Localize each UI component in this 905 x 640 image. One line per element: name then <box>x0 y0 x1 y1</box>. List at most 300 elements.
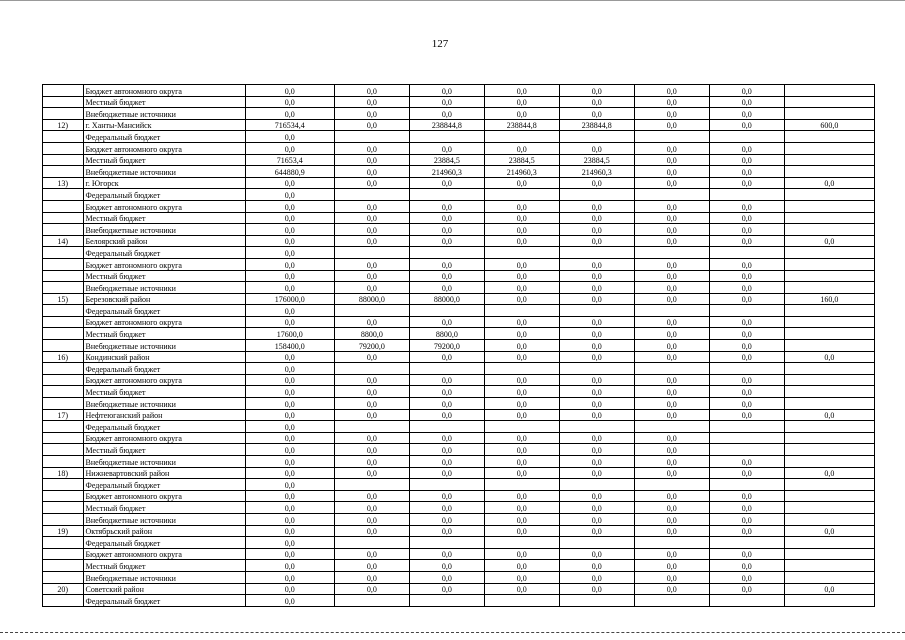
value-cell: 0,0 <box>245 386 334 398</box>
value-cell <box>484 363 559 375</box>
row-number-cell <box>43 108 84 120</box>
value-cell <box>409 421 484 433</box>
value-cell: 0,0 <box>409 258 484 270</box>
extra-value-cell <box>784 513 874 525</box>
table-row <box>43 305 875 317</box>
row-name-cell: Федеральный бюджет <box>83 247 245 259</box>
value-cell: 0,0 <box>245 96 334 108</box>
table-row <box>43 386 875 398</box>
value-cell: 238844,8 <box>484 119 559 131</box>
value-cell: 0,0 <box>634 85 709 97</box>
value-cell: 0,0 <box>484 224 559 236</box>
value-cell: 0,0 <box>334 548 409 560</box>
value-cell: 0,0 <box>484 316 559 328</box>
value-cell: 0,0 <box>245 374 334 386</box>
value-cell: 0,0 <box>634 200 709 212</box>
value-cell: 0,0 <box>245 282 334 294</box>
table-row <box>43 96 875 108</box>
row-number-cell <box>43 548 84 560</box>
value-cell: 0,0 <box>634 560 709 572</box>
value-cell: 0,0 <box>484 525 559 537</box>
row-name-cell: Бюджет автономного округа <box>83 85 245 97</box>
value-cell: 176000,0 <box>245 293 334 305</box>
value-cell: 0,0 <box>559 502 634 514</box>
value-cell <box>484 189 559 201</box>
value-cell: 0,0 <box>245 258 334 270</box>
value-cell <box>634 363 709 375</box>
value-cell: 0,0 <box>334 142 409 154</box>
value-cell: 0,0 <box>559 409 634 421</box>
value-cell <box>484 595 559 607</box>
row-name-cell: Федеральный бюджет <box>83 131 245 143</box>
row-name-cell: г. Ханты-Мансийск <box>83 119 245 131</box>
value-cell <box>634 479 709 491</box>
top-scan-edge <box>0 0 905 1</box>
value-cell: 0,0 <box>245 467 334 479</box>
value-cell: 0,0 <box>634 571 709 583</box>
extra-value-cell <box>784 305 874 317</box>
value-cell: 0,0 <box>709 525 784 537</box>
value-cell: 0,0 <box>484 328 559 340</box>
value-cell: 0,0 <box>559 456 634 468</box>
row-name-cell: Внебюджетные источники <box>83 340 245 352</box>
value-cell <box>634 595 709 607</box>
row-name-cell: Внебюджетные источники <box>83 456 245 468</box>
value-cell: 0,0 <box>709 560 784 572</box>
row-name-cell: Внебюджетные источники <box>83 108 245 120</box>
extra-value-cell <box>784 398 874 410</box>
value-cell: 0,0 <box>484 583 559 595</box>
extra-value-cell <box>784 96 874 108</box>
value-cell: 0,0 <box>245 398 334 410</box>
value-cell: 0,0 <box>334 398 409 410</box>
table-row <box>43 456 875 468</box>
value-cell: 0,0 <box>409 525 484 537</box>
value-cell: 0,0 <box>634 108 709 120</box>
extra-value-cell <box>784 270 874 282</box>
value-cell: 0,0 <box>559 525 634 537</box>
row-name-cell: Бюджет автономного округа <box>83 200 245 212</box>
table-row <box>43 432 875 444</box>
table-row <box>43 282 875 294</box>
value-cell: 0,0 <box>245 583 334 595</box>
row-name-cell: Бюджет автономного округа <box>83 374 245 386</box>
value-cell <box>484 305 559 317</box>
row-number-cell <box>43 421 84 433</box>
value-cell: 214960,3 <box>559 166 634 178</box>
row-number-cell <box>43 316 84 328</box>
extra-value-cell <box>784 363 874 375</box>
value-cell <box>334 247 409 259</box>
value-cell: 0,0 <box>334 235 409 247</box>
table-row <box>43 502 875 514</box>
table-row <box>43 235 875 247</box>
extra-value-cell <box>784 200 874 212</box>
value-cell: 0,0 <box>484 351 559 363</box>
extra-value-cell <box>784 224 874 236</box>
value-cell: 0,0 <box>634 328 709 340</box>
value-cell: 0,0 <box>484 108 559 120</box>
value-cell <box>334 363 409 375</box>
table-row <box>43 142 875 154</box>
value-cell: 0,0 <box>334 351 409 363</box>
value-cell: 0,0 <box>559 513 634 525</box>
value-cell: 0,0 <box>245 270 334 282</box>
value-cell <box>634 131 709 143</box>
value-cell: 0,0 <box>484 456 559 468</box>
extra-value-cell <box>784 316 874 328</box>
row-name-cell: Местный бюджет <box>83 560 245 572</box>
row-name-cell: Березовский район <box>83 293 245 305</box>
value-cell: 0,0 <box>559 96 634 108</box>
value-cell: 0,0 <box>334 444 409 456</box>
page-number: 127 <box>431 38 449 50</box>
extra-value-cell: 0,0 <box>784 177 874 189</box>
table-row <box>43 316 875 328</box>
value-cell: 0,0 <box>484 398 559 410</box>
value-cell: 0,0 <box>559 351 634 363</box>
value-cell: 0,0 <box>334 432 409 444</box>
value-cell: 0,0 <box>484 548 559 560</box>
value-cell: 88000,0 <box>409 293 484 305</box>
value-cell: 0,0 <box>409 513 484 525</box>
value-cell <box>559 363 634 375</box>
value-cell: 23884,5 <box>409 154 484 166</box>
value-cell: 0,0 <box>334 316 409 328</box>
row-name-cell: г. Югорск <box>83 177 245 189</box>
value-cell <box>709 363 784 375</box>
table-row <box>43 409 875 421</box>
value-cell: 0,0 <box>245 432 334 444</box>
value-cell <box>484 421 559 433</box>
value-cell: 0,0 <box>245 444 334 456</box>
value-cell: 0,0 <box>634 467 709 479</box>
table-row <box>43 374 875 386</box>
row-name-cell: Федеральный бюджет <box>83 305 245 317</box>
table-row <box>43 595 875 607</box>
value-cell <box>634 189 709 201</box>
value-cell: 0,0 <box>334 166 409 178</box>
value-cell <box>709 432 784 444</box>
extra-value-cell <box>784 142 874 154</box>
value-cell: 0,0 <box>559 560 634 572</box>
value-cell <box>709 189 784 201</box>
value-cell: 0,0 <box>245 409 334 421</box>
value-cell: 0,0 <box>634 374 709 386</box>
row-name-cell: Федеральный бюджет <box>83 363 245 375</box>
value-cell: 0,0 <box>409 374 484 386</box>
value-cell: 0,0 <box>634 293 709 305</box>
value-cell: 0,0 <box>245 212 334 224</box>
row-name-cell: Местный бюджет <box>83 328 245 340</box>
value-cell: 0,0 <box>245 142 334 154</box>
table-row <box>43 537 875 549</box>
table-row <box>43 224 875 236</box>
row-number-cell <box>43 85 84 97</box>
table-row <box>43 513 875 525</box>
value-cell <box>334 189 409 201</box>
extra-value-cell <box>784 108 874 120</box>
value-cell: 0,0 <box>709 85 784 97</box>
value-cell: 0,0 <box>634 502 709 514</box>
row-number-cell <box>43 131 84 143</box>
extra-value-cell <box>784 502 874 514</box>
value-cell: 0,0 <box>409 85 484 97</box>
value-cell: 0,0 <box>484 177 559 189</box>
value-cell <box>559 247 634 259</box>
value-cell: 0,0 <box>709 490 784 502</box>
value-cell: 0,0 <box>334 583 409 595</box>
value-cell: 0,0 <box>245 224 334 236</box>
value-cell: 0,0 <box>245 177 334 189</box>
table-row <box>43 212 875 224</box>
value-cell: 0,0 <box>559 85 634 97</box>
value-cell <box>409 363 484 375</box>
row-number-cell <box>43 154 84 166</box>
value-cell: 23884,5 <box>559 154 634 166</box>
table-row <box>43 154 875 166</box>
row-number-cell: 12) <box>43 119 84 131</box>
row-name-cell: Бюджет автономного округа <box>83 432 245 444</box>
extra-value-cell <box>784 490 874 502</box>
value-cell: 0,0 <box>559 270 634 282</box>
value-cell: 0,0 <box>559 212 634 224</box>
value-cell <box>409 479 484 491</box>
value-cell: 0,0 <box>634 258 709 270</box>
extra-value-cell <box>784 189 874 201</box>
value-cell: 0,0 <box>409 571 484 583</box>
value-cell <box>709 305 784 317</box>
row-name-cell: Федеральный бюджет <box>83 595 245 607</box>
value-cell: 0,0 <box>634 432 709 444</box>
row-name-cell: Внебюджетные источники <box>83 398 245 410</box>
table-row <box>43 490 875 502</box>
value-cell: 0,0 <box>334 374 409 386</box>
value-cell: 0,0 <box>334 560 409 572</box>
value-cell: 0,0 <box>245 351 334 363</box>
value-cell: 0,0 <box>245 595 334 607</box>
table-row <box>43 258 875 270</box>
value-cell: 0,0 <box>484 432 559 444</box>
value-cell: 0,0 <box>709 316 784 328</box>
value-cell: 0,0 <box>484 235 559 247</box>
value-cell: 0,0 <box>634 409 709 421</box>
row-name-cell: Кондинский район <box>83 351 245 363</box>
extra-value-cell <box>784 571 874 583</box>
row-number-cell: 13) <box>43 177 84 189</box>
value-cell: 0,0 <box>559 444 634 456</box>
row-number-cell <box>43 166 84 178</box>
value-cell: 0,0 <box>409 560 484 572</box>
value-cell <box>559 537 634 549</box>
value-cell <box>559 479 634 491</box>
row-number-cell <box>43 513 84 525</box>
row-name-cell: Советский район <box>83 583 245 595</box>
extra-value-cell <box>784 328 874 340</box>
value-cell: 158400,0 <box>245 340 334 352</box>
value-cell: 0,0 <box>709 154 784 166</box>
value-cell <box>709 479 784 491</box>
extra-value-cell <box>784 374 874 386</box>
value-cell: 0,0 <box>709 513 784 525</box>
row-name-cell: Местный бюджет <box>83 154 245 166</box>
extra-value-cell: 0,0 <box>784 409 874 421</box>
value-cell: 0,0 <box>245 571 334 583</box>
value-cell: 0,0 <box>709 96 784 108</box>
value-cell: 0,0 <box>634 351 709 363</box>
value-cell: 0,0 <box>245 456 334 468</box>
value-cell <box>709 247 784 259</box>
row-name-cell: Нефтеюганский район <box>83 409 245 421</box>
value-cell: 0,0 <box>709 409 784 421</box>
value-cell: 0,0 <box>484 444 559 456</box>
row-number-cell <box>43 456 84 468</box>
value-cell: 0,0 <box>334 177 409 189</box>
value-cell: 716534,4 <box>245 119 334 131</box>
row-number-cell <box>43 490 84 502</box>
value-cell: 0,0 <box>709 340 784 352</box>
extra-value-cell <box>784 282 874 294</box>
value-cell: 0,0 <box>709 270 784 282</box>
value-cell: 0,0 <box>709 177 784 189</box>
value-cell: 0,0 <box>559 340 634 352</box>
value-cell: 0,0 <box>409 224 484 236</box>
value-cell <box>634 247 709 259</box>
value-cell: 0,0 <box>634 490 709 502</box>
table-row <box>43 560 875 572</box>
value-cell: 0,0 <box>334 270 409 282</box>
value-cell: 0,0 <box>245 85 334 97</box>
extra-value-cell <box>784 560 874 572</box>
extra-value-cell <box>784 166 874 178</box>
value-cell: 0,0 <box>409 235 484 247</box>
value-cell: 0,0 <box>409 282 484 294</box>
value-cell: 0,0 <box>409 200 484 212</box>
value-cell: 0,0 <box>484 258 559 270</box>
value-cell: 0,0 <box>484 293 559 305</box>
value-cell <box>334 537 409 549</box>
value-cell: 88000,0 <box>334 293 409 305</box>
table-row <box>43 108 875 120</box>
row-name-cell: Бюджет автономного округа <box>83 258 245 270</box>
table-row <box>43 398 875 410</box>
row-number-cell <box>43 270 84 282</box>
row-name-cell: Федеральный бюджет <box>83 537 245 549</box>
extra-value-cell <box>784 258 874 270</box>
value-cell: 0,0 <box>709 548 784 560</box>
value-cell: 0,0 <box>559 282 634 294</box>
value-cell: 0,0 <box>409 96 484 108</box>
value-cell: 0,0 <box>634 96 709 108</box>
value-cell: 0,0 <box>409 351 484 363</box>
value-cell: 0,0 <box>634 398 709 410</box>
value-cell <box>334 131 409 143</box>
value-cell: 238844,8 <box>559 119 634 131</box>
value-cell: 0,0 <box>559 328 634 340</box>
value-cell: 0,0 <box>484 386 559 398</box>
value-cell: 0,0 <box>245 131 334 143</box>
value-cell <box>559 305 634 317</box>
value-cell: 0,0 <box>409 108 484 120</box>
row-number-cell <box>43 96 84 108</box>
row-name-cell: Федеральный бюджет <box>83 479 245 491</box>
extra-value-cell: 0,0 <box>784 583 874 595</box>
value-cell: 0,0 <box>709 166 784 178</box>
budget-table <box>42 84 875 607</box>
value-cell: 0,0 <box>245 537 334 549</box>
value-cell: 0,0 <box>709 398 784 410</box>
row-name-cell: Бюджет автономного округа <box>83 142 245 154</box>
value-cell: 214960,3 <box>409 166 484 178</box>
value-cell: 0,0 <box>245 525 334 537</box>
row-number-cell <box>43 560 84 572</box>
value-cell: 0,0 <box>709 282 784 294</box>
value-cell: 0,0 <box>709 328 784 340</box>
value-cell: 0,0 <box>334 386 409 398</box>
value-cell: 0,0 <box>484 96 559 108</box>
value-cell: 0,0 <box>409 386 484 398</box>
row-number-cell <box>43 328 84 340</box>
table-row <box>43 200 875 212</box>
value-cell: 0,0 <box>634 270 709 282</box>
value-cell: 0,0 <box>245 502 334 514</box>
extra-value-cell <box>784 537 874 549</box>
row-name-cell: Местный бюджет <box>83 386 245 398</box>
row-number-cell <box>43 502 84 514</box>
table-row <box>43 444 875 456</box>
value-cell: 0,0 <box>245 316 334 328</box>
value-cell: 0,0 <box>334 200 409 212</box>
table-row <box>43 270 875 282</box>
row-number-cell: 16) <box>43 351 84 363</box>
row-number-cell <box>43 374 84 386</box>
value-cell: 0,0 <box>409 502 484 514</box>
value-cell: 0,0 <box>634 154 709 166</box>
value-cell: 0,0 <box>634 456 709 468</box>
row-number-cell: 14) <box>43 235 84 247</box>
row-number-cell <box>43 537 84 549</box>
value-cell: 0,0 <box>709 200 784 212</box>
value-cell: 0,0 <box>634 444 709 456</box>
value-cell: 0,0 <box>484 560 559 572</box>
value-cell: 0,0 <box>334 85 409 97</box>
value-cell <box>334 421 409 433</box>
value-cell <box>484 131 559 143</box>
value-cell: 0,0 <box>634 212 709 224</box>
value-cell: 0,0 <box>634 513 709 525</box>
value-cell <box>709 421 784 433</box>
extra-value-cell <box>784 340 874 352</box>
table-row <box>43 548 875 560</box>
value-cell: 0,0 <box>559 467 634 479</box>
row-number-cell <box>43 444 84 456</box>
value-cell: 0,0 <box>484 374 559 386</box>
value-cell <box>559 131 634 143</box>
value-cell: 0,0 <box>409 456 484 468</box>
value-cell: 0,0 <box>334 571 409 583</box>
value-cell: 0,0 <box>559 432 634 444</box>
value-cell: 0,0 <box>409 444 484 456</box>
row-name-cell: Бюджет автономного округа <box>83 316 245 328</box>
row-name-cell: Октябрьский район <box>83 525 245 537</box>
row-name-cell: Бюджет автономного округа <box>83 490 245 502</box>
value-cell: 0,0 <box>709 467 784 479</box>
value-cell: 0,0 <box>245 305 334 317</box>
budget-table-body <box>43 85 875 607</box>
value-cell: 0,0 <box>559 316 634 328</box>
value-cell: 0,0 <box>334 282 409 294</box>
value-cell: 71653,4 <box>245 154 334 166</box>
